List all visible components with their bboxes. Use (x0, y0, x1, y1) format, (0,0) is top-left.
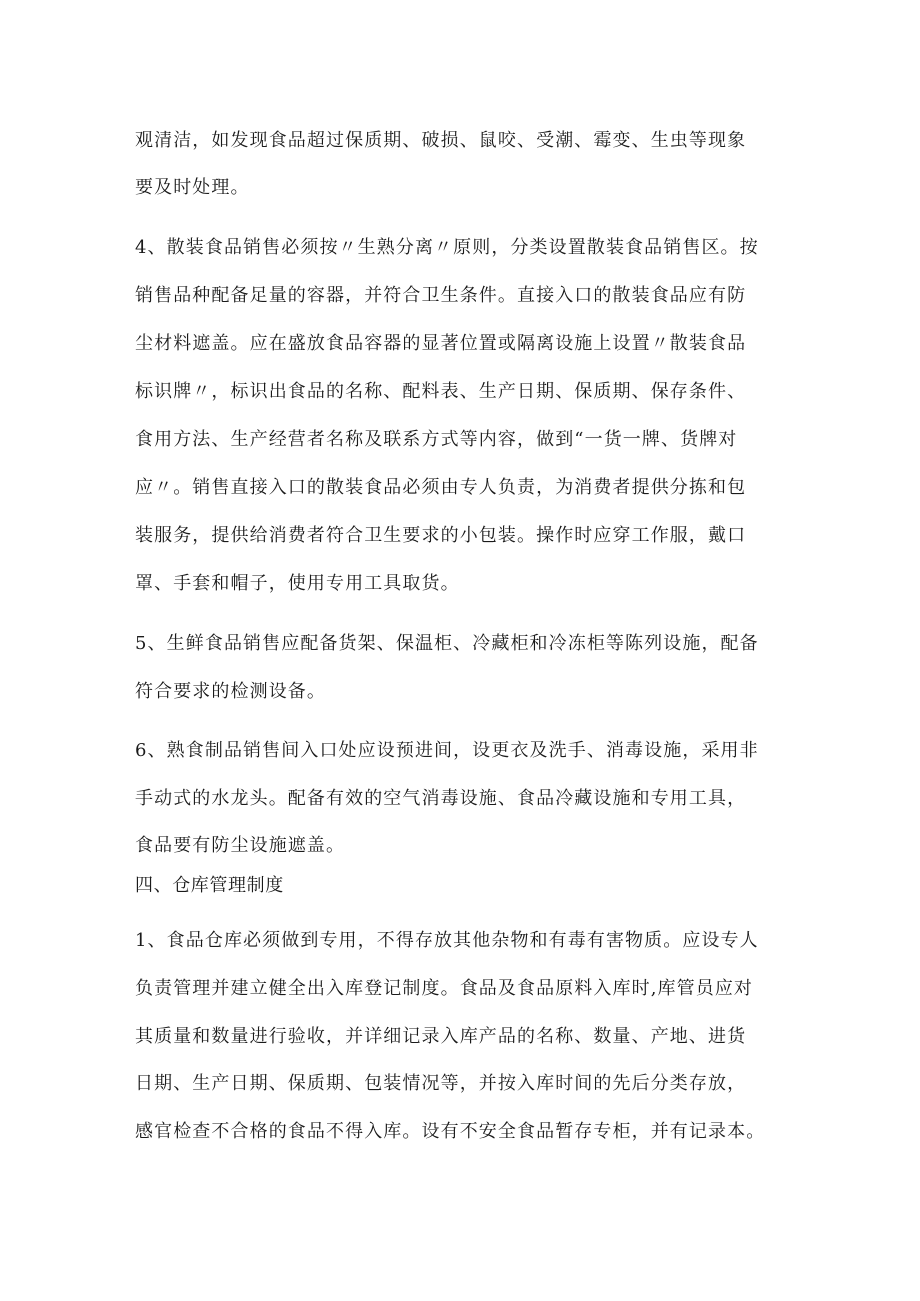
text-line: 负责管理并建立健全出入库登记制度。食品及食品原料入库时,库管员应对 (135, 978, 754, 999)
text-line: 4、散装食品销售必须按〃生熟分离〃原则，分类设置散装食品销售区。按 (135, 237, 759, 258)
text-line: 装服务，提供给消费者符合卫生要求的小包装。操作时应穿工作服，戴口 (135, 525, 747, 546)
text-line: 符合要求的检测设备。 (135, 681, 326, 702)
text-line: 观清洁，如发现食品超过保质期、破损、鼠咬、受潮、霉变、生虫等现象 (135, 130, 747, 151)
text-line: 手动式的水龙头。配备有效的空气消毒设施、食品冷藏设施和专用工具， (135, 788, 747, 809)
text-line: 应〃。销售直接入口的散装食品必须由专人负责，为消费者提供分拣和包 (135, 477, 747, 498)
text-line: 食品要有防尘设施遮盖。 (135, 835, 346, 856)
text-line: 尘材料遮盖。应在盛放食品容器的显著位置或隔离设施上设置〃散装食品 (135, 333, 747, 354)
text-line: 其质量和数量进行验收，并详细记录入库产品的名称、数量、产地、进货 (135, 1026, 747, 1047)
text-line: 要及时处理。 (135, 177, 250, 198)
text-line: 1、食品仓库必须做到专用，不得存放其他杂物和有毒有害物质。应设专人 (135, 930, 759, 951)
section-heading: 四、仓库管理制度 (135, 875, 284, 896)
text-line: 食用方法、生产经营者名称及联系方式等内容，做到“一货一牌、货牌对 (135, 429, 738, 450)
text-line: 销售品种配备足量的容器，并符合卫生条件。直接入口的散装食品应有防 (135, 285, 747, 306)
text-line: 6、熟食制品销售间入口处应设预进间，设更衣及洗手、消毒设施，采用非 (135, 740, 759, 761)
text-line: 日期、生产日期、保质期、包装情况等，并按入库时间的先后分类存放， (135, 1073, 747, 1094)
text-line: 5、生鲜食品销售应配备货架、保温柜、冷藏柜和冷冻柜等陈列设施，配备 (135, 633, 759, 654)
text-line: 罩、手套和帽子，使用专用工具取货。 (135, 573, 460, 594)
text-line: 感官检查不合格的食品不得入库。设有不安全食品暂存专柜，并有记录本。 (135, 1121, 766, 1142)
text-line: 标识牌〃，标识出食品的名称、配料表、生产日期、保质期、保存条件、 (135, 381, 747, 402)
